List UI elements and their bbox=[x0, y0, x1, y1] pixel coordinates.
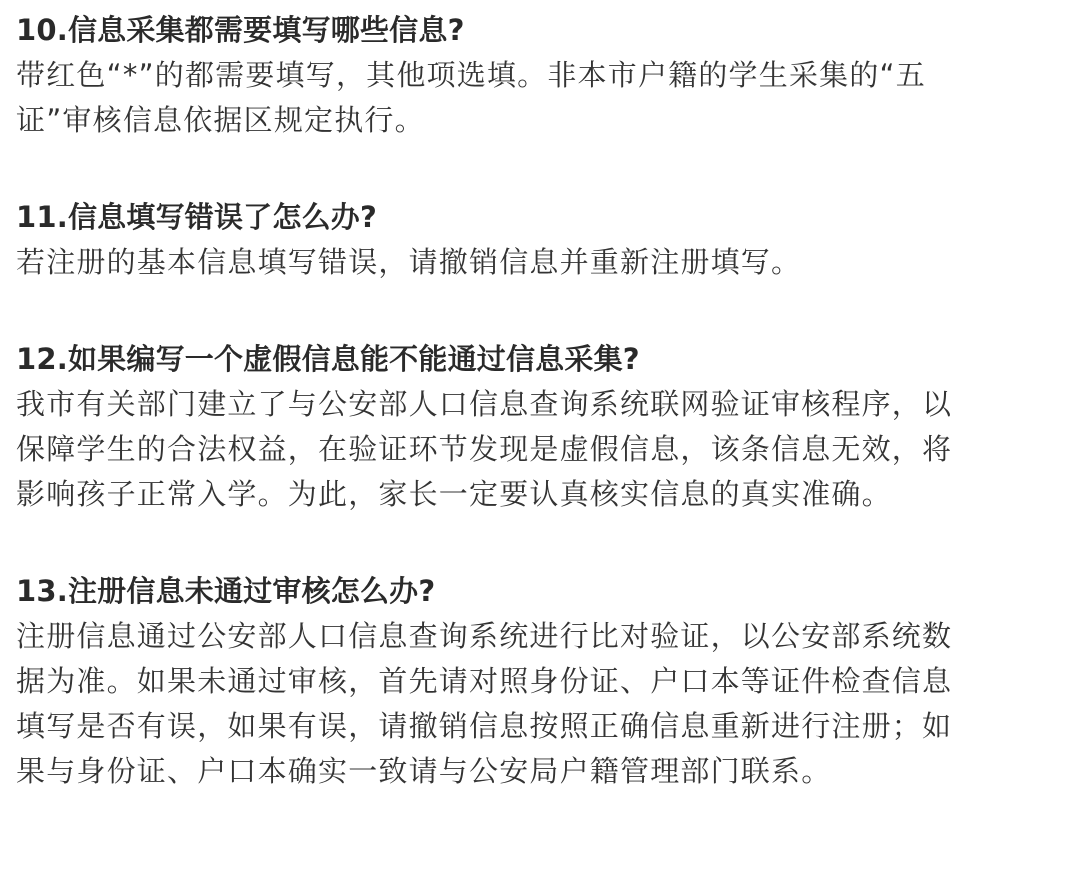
answer-line: 带红色“*”的都需要填写，其他项选填。非本市户籍的学生采集的“五 bbox=[16, 58, 926, 92]
faq-item-10 bbox=[16, 8, 1054, 143]
answer-line: 填写是否有误，如果有误，请撤销信息按照正确信息重新进行注册；如 bbox=[16, 709, 953, 743]
faq-item-12 bbox=[16, 337, 1054, 517]
faq-answer-11 bbox=[16, 240, 1054, 285]
answer-line: 果与身份证、户口本确实一致请与公安局户籍管理部门联系。 bbox=[16, 754, 832, 788]
faq-item-11 bbox=[16, 195, 1054, 285]
faq-item-13 bbox=[16, 569, 1054, 794]
faq-question-11: 11.信息填写错误了怎么办? bbox=[16, 200, 377, 234]
answer-line: 我市有关部门建立了与公安部人口信息查询系统联网验证审核程序，以 bbox=[16, 387, 953, 421]
answer-line: 影响孩子正常入学。为此，家长一定要认真核实信息的真实准确。 bbox=[16, 477, 892, 511]
answer-line: 保障学生的合法权益，在验证环节发现是虚假信息，该条信息无效，将 bbox=[16, 432, 953, 466]
faq-question-12: 12.如果编写一个虚假信息能不能通过信息采集? bbox=[16, 342, 640, 376]
faq-answer-12 bbox=[16, 382, 1054, 517]
faq-question-13: 13.注册信息未通过审核怎么办? bbox=[16, 574, 436, 608]
faq-answer-10 bbox=[16, 53, 1054, 143]
answer-line: 注册信息通过公安部人口信息查询系统进行比对验证，以公安部系统数 bbox=[16, 619, 953, 653]
faq-answer-13 bbox=[16, 614, 1054, 794]
answer-line: 据为准。如果未通过审核，首先请对照身份证、户口本等证件检查信息 bbox=[16, 664, 953, 698]
answer-line: 证”审核信息依据区规定执行。 bbox=[16, 103, 425, 137]
faq-question-10: 10.信息采集都需要填写哪些信息? bbox=[16, 13, 465, 47]
answer-line: 若注册的基本信息填写错误，请撤销信息并重新注册填写。 bbox=[16, 245, 802, 279]
